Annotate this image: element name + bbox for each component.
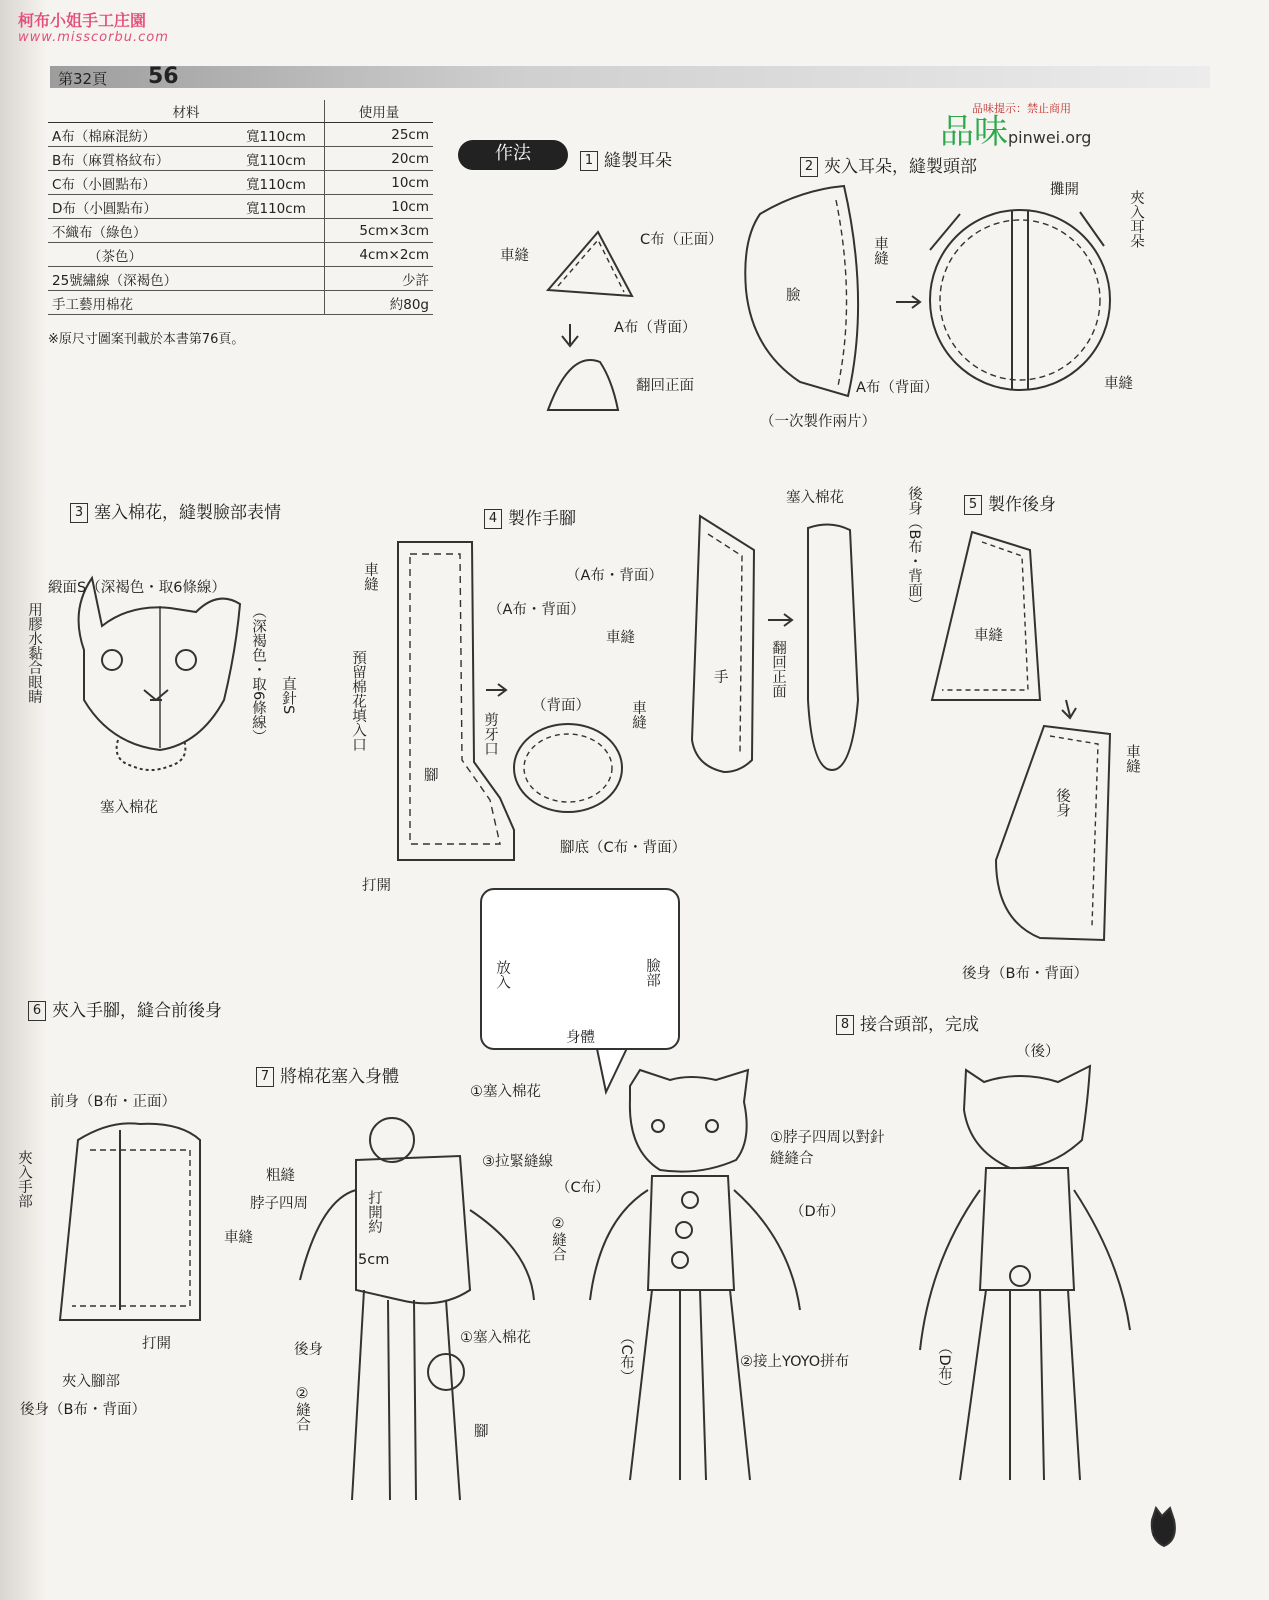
label: ③拉緊縫線 <box>482 1154 553 1170</box>
label: （A布・背面） <box>566 568 663 584</box>
label: 用膠水黏合眼睛 <box>26 602 42 704</box>
stuffed-body-diagram <box>300 1118 534 1500</box>
face-diagram <box>79 578 240 770</box>
label: A布（背面） <box>614 320 697 336</box>
finished-cat-back <box>920 1066 1130 1480</box>
howto-badge: 作法 <box>458 140 568 170</box>
step-5-num: 5 <box>964 495 982 515</box>
label: 預留棉花填入口 <box>350 650 366 752</box>
step-2-num: 2 <box>800 157 818 177</box>
label: 夾入手部 <box>16 1150 32 1208</box>
step-4-num: 4 <box>484 509 502 529</box>
label: ②縫合 <box>294 1386 310 1431</box>
label: （深褐色・取6條線） <box>250 604 266 744</box>
label: 車縫 <box>224 1230 253 1246</box>
finished-cat-front <box>590 1070 800 1480</box>
label: 腳 <box>474 1424 489 1440</box>
label: ①塞入棉花 <box>460 1330 531 1346</box>
label: 車縫 <box>606 630 635 646</box>
step-6-num: 6 <box>28 1001 46 1021</box>
front-body-diagram <box>60 1123 200 1320</box>
step-2-text: 夾入耳朵，縫製頭部 <box>824 157 977 177</box>
label: （A布・背面） <box>488 602 585 618</box>
label: ①塞入棉花 <box>470 1084 541 1100</box>
label: 夾入耳朵 <box>1128 190 1144 248</box>
brand-logo-mark: 品味 <box>940 112 1008 152</box>
label: A布（背面） <box>856 380 939 396</box>
page-number: 75 <box>1150 1524 1168 1540</box>
page-reference: 第32頁 <box>58 70 108 88</box>
step-7-title <box>256 1062 399 1087</box>
label: 後身 <box>1054 788 1070 817</box>
bubble-tail <box>596 1044 628 1092</box>
step-5-title <box>964 490 1056 515</box>
label: 身體 <box>566 1030 595 1046</box>
label: 打開 <box>362 878 391 894</box>
label: 後身（B布・背面） <box>906 486 922 612</box>
label: 後身 <box>294 1342 323 1358</box>
label: （背面） <box>532 698 590 714</box>
step-8-title <box>836 1010 979 1035</box>
amount-col-header: 使用量 <box>325 100 434 123</box>
back-body-diagram <box>932 532 1110 940</box>
step-3-text: 塞入棉花，縫製臉部表情 <box>94 503 281 523</box>
material-amount: 約80g <box>325 291 434 315</box>
label: （D布） <box>936 1340 952 1395</box>
label: 車縫 <box>1104 376 1133 392</box>
material-name: 手工藝用棉花 <box>48 291 242 315</box>
material-amount: 4cm×2cm <box>325 243 434 267</box>
material-amount: 10cm <box>325 195 434 219</box>
material-width: 寬110cm <box>242 195 325 219</box>
label: 打開約 <box>366 1190 382 1234</box>
step-7-text: 將棉花塞入身體 <box>280 1067 399 1087</box>
label: 前身（B布・正面） <box>50 1094 176 1110</box>
material-amount: 10cm <box>325 171 434 195</box>
label: 緞面S（深褐色・取6條線） <box>48 580 226 596</box>
label: 翻回正面 <box>770 640 786 698</box>
label: 臉部 <box>644 958 660 987</box>
material-name: （茶色） <box>48 243 242 267</box>
label: 車縫 <box>500 248 529 264</box>
label: 直針S <box>280 676 296 715</box>
label: 5cm <box>358 1252 390 1268</box>
step-4-text: 製作手腳 <box>508 509 576 529</box>
label: 塞入棉花 <box>786 490 844 506</box>
label: ②縫合 <box>550 1216 566 1261</box>
brand-hint: 品味提示：禁止商用 <box>972 102 1071 115</box>
label: 後身（B布・背面） <box>20 1402 146 1418</box>
step-3-title <box>70 498 281 523</box>
label: 粗縫 <box>266 1168 295 1184</box>
label: 車縫 <box>1124 744 1140 773</box>
material-name: C布（小圓點布） <box>48 171 242 195</box>
material-name: 25號繡線（深褐色） <box>48 267 242 291</box>
label: ②接上YOYO拼布 <box>740 1354 850 1370</box>
material-width: 寬110cm <box>242 171 325 195</box>
material-width: 寬110cm <box>242 123 325 147</box>
label: ①脖子四周以對針縫縫合 <box>770 1130 885 1167</box>
label: 攤開 <box>1050 182 1079 198</box>
step-1-title <box>580 146 672 171</box>
step-7-num: 7 <box>256 1067 274 1087</box>
step-1-num: 1 <box>580 151 598 171</box>
label: 後身（B布・背面） <box>962 966 1088 982</box>
step-6-text: 夾入手腳，縫合前後身 <box>52 1001 222 1021</box>
label: C布（正面） <box>640 232 723 248</box>
label: （C布） <box>618 1330 634 1384</box>
label: 塞入棉花 <box>100 800 158 816</box>
label: 剪牙口 <box>482 712 498 756</box>
material-name: B布（麻質格紋布） <box>48 147 242 171</box>
material-amount: 少許 <box>325 267 434 291</box>
step-2-title <box>800 152 977 177</box>
material-name: A布（棉麻混紡） <box>48 123 242 147</box>
label: 臉 <box>786 288 801 304</box>
label: 腳底（C布・背面） <box>560 840 687 856</box>
label: 打開 <box>142 1336 171 1352</box>
label: （後） <box>1016 1044 1060 1060</box>
label: 放入 <box>494 960 510 989</box>
label: 車縫 <box>872 236 888 265</box>
label: 手 <box>714 670 729 686</box>
material-name: 不織布（綠色） <box>48 219 242 243</box>
material-amount: 5cm×3cm <box>325 219 434 243</box>
step-1-text: 縫製耳朵 <box>604 151 672 171</box>
step-6-title <box>28 996 222 1021</box>
watermark-site-name: 柯布小姐手工庄園 <box>18 11 147 30</box>
label: （一次製作兩片） <box>760 414 876 430</box>
pattern-number: 56 <box>148 64 179 89</box>
material-name: D布（小圓點布） <box>48 195 242 219</box>
step-4-title <box>484 504 576 529</box>
label: 車縫 <box>630 700 646 729</box>
brand-domain: pinwei.org <box>1008 128 1092 147</box>
pattern-note: ※原尺寸圖案刊載於本書第76頁。 <box>48 332 245 347</box>
label: 翻回正面 <box>636 378 694 394</box>
watermark-url: www.misscorbu.com <box>18 30 169 45</box>
material-amount: 25cm <box>325 123 434 147</box>
label: 脖子四周 <box>250 1196 308 1212</box>
label: （D布） <box>790 1204 845 1220</box>
label: 車縫 <box>974 628 1003 644</box>
label: 夾入腳部 <box>62 1374 120 1390</box>
material-col-header: 材料 <box>48 100 325 123</box>
step-8-num: 8 <box>836 1015 854 1035</box>
label: 車縫 <box>362 562 378 591</box>
step-5-text: 製作後身 <box>988 495 1056 515</box>
material-width: 寬110cm <box>242 147 325 171</box>
material-amount: 20cm <box>325 147 434 171</box>
label: （C布） <box>556 1180 610 1196</box>
label: 腳 <box>424 768 439 784</box>
step-3-num: 3 <box>70 503 88 523</box>
step-8-text: 接合頭部，完成 <box>860 1015 979 1035</box>
